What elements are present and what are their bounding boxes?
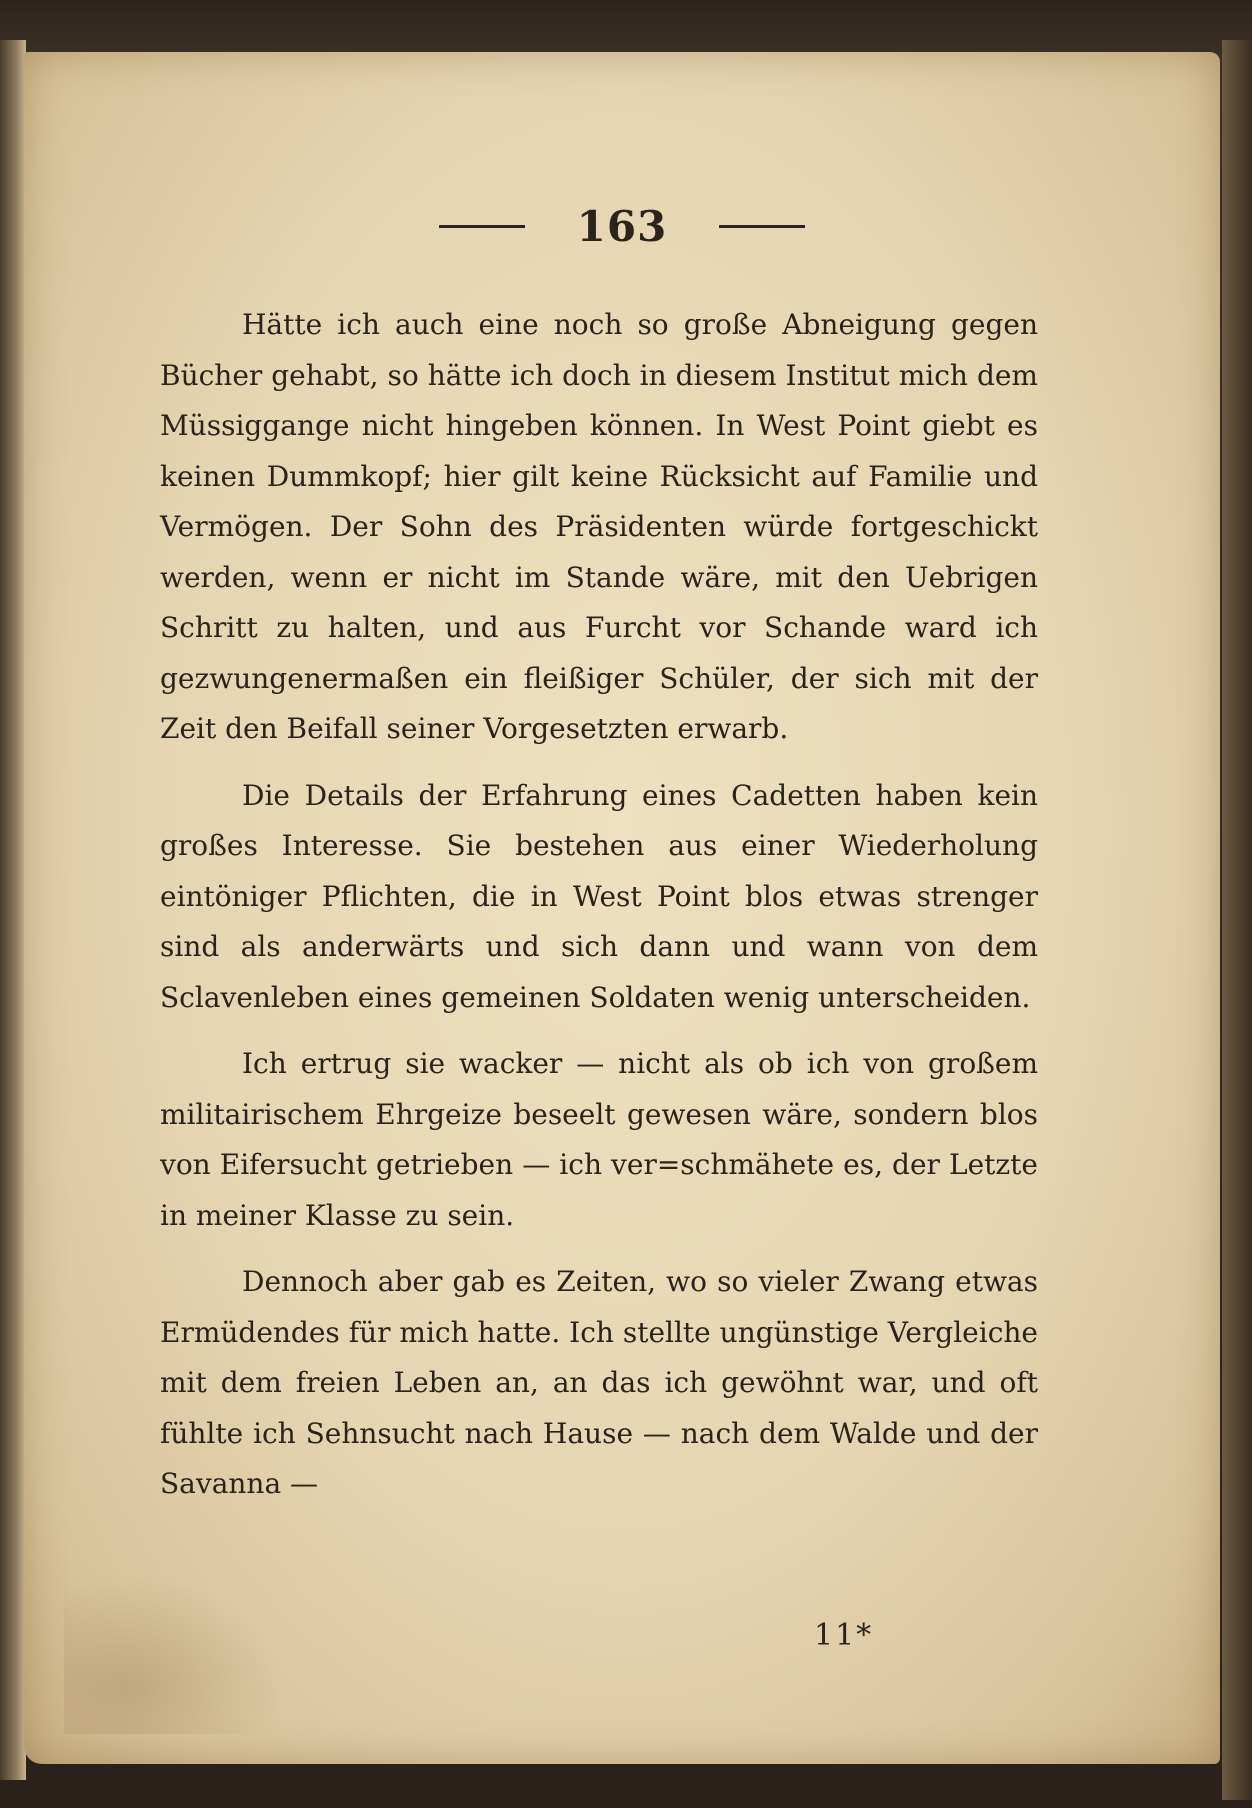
page-number: 163 bbox=[576, 202, 668, 251]
page-header bbox=[24, 202, 1220, 251]
paragraph-4: Dennoch aber gab es Zeiten, wo so vieler Zwang etwas Ermüdendes für mich hatte. Ich stellte ungünstige Vergleiche mit dem freien Leben an, an das ich gewöhnt war, und oft fühlte ich Sehnsucht nach Hause — nach dem Walde und der Savanna — bbox=[160, 1265, 1038, 1500]
page-sheet bbox=[24, 52, 1220, 1764]
paragraph-3: Ich ertrug sie wacker — nicht als ob ich von großem militairischem Ehrgeize beseelt gewesen wäre, sondern blos von Eifersucht getrieben — ich ver=schmähete es, der Letzte in meiner Klasse zu sein. bbox=[160, 1047, 1038, 1232]
book-spine-edge bbox=[0, 40, 26, 1780]
page-stain bbox=[64, 1574, 284, 1734]
body-text bbox=[160, 300, 1038, 1526]
book-cover-edge bbox=[1222, 40, 1252, 1800]
paragraph-2: Die Details der Erfahrung eines Cadetten haben kein großes Interesse. Sie bestehen aus einer Wiederholung eintöniger Pflichten, die in West Point blos etwas strenger sind als anderwärts und sich dann und wann von dem Sclavenleben eines gemeinen Soldaten wenig unterscheiden. bbox=[160, 778, 1038, 1014]
header-rule-right bbox=[719, 225, 805, 228]
paragraph-1: Hätte ich auch eine noch so große Abneigung gegen Bücher gehabt, so hätte ich doch in diesem Institut mich dem Müssiggange nicht hingeben können. In West Point giebt es keinen Dummkopf; hier gilt keine Rücksicht auf Familie und Vermögen. Der Sohn des Präsidenten würde fortgeschickt werden, wenn er nicht im Stande wäre, mit den Uebrigen Schritt zu halten, und aus Furcht vor Schande ward ich gezwungenermaßen ein fleißiger Schüler, der sich mit der Zeit den Beifall seiner Vorgesetzten erwarb. bbox=[160, 308, 1038, 745]
signature-mark: 11* bbox=[814, 1618, 874, 1653]
header-rule-left bbox=[439, 225, 525, 228]
